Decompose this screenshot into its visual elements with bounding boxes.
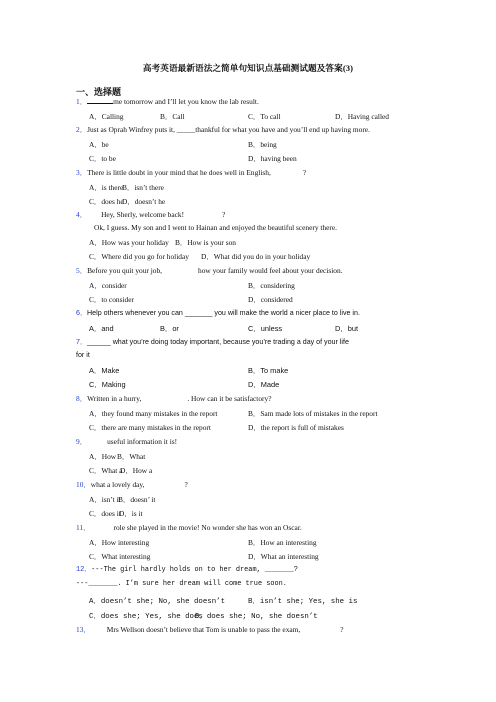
option-c[interactable]: C．unless bbox=[248, 324, 283, 333]
option-d[interactable]: D．but bbox=[335, 324, 359, 333]
options-row bbox=[89, 365, 489, 375]
question-number: 7． bbox=[76, 338, 88, 346]
question-stem: Hey, Sherly, welcome back! bbox=[101, 210, 185, 219]
options-row bbox=[89, 595, 489, 605]
option-b[interactable]: B．To make bbox=[248, 366, 289, 375]
option-c[interactable]: C．What interesting bbox=[89, 552, 151, 561]
options-row bbox=[89, 551, 489, 561]
question-number: 13． bbox=[76, 625, 91, 634]
option-b[interactable]: B．being bbox=[248, 140, 277, 149]
option-d[interactable]: D．doesn’t he bbox=[122, 197, 166, 206]
option-d[interactable]: D．does she; No, she doesn’t bbox=[195, 613, 318, 621]
option-d[interactable]: D．having been bbox=[248, 154, 297, 163]
question-stem: ---The girl hardly holds on to her dream, _______? bbox=[91, 566, 298, 574]
option-d[interactable]: D．What did you do in your holiday bbox=[201, 252, 311, 261]
option-b[interactable]: B．or bbox=[160, 324, 179, 333]
option-a[interactable]: A．How interesting bbox=[89, 538, 150, 547]
options-row bbox=[89, 323, 489, 333]
question-number: 9． bbox=[76, 437, 88, 446]
option-b[interactable]: B．Sam made lots of mistakes in the report bbox=[248, 409, 378, 418]
option-c[interactable]: C．to consider bbox=[89, 295, 134, 304]
options-row bbox=[89, 182, 489, 192]
question-stem: Help others whenever you can _______ you will make the world a nicer place to live in. bbox=[87, 309, 360, 317]
question-13 bbox=[76, 625, 344, 634]
option-c[interactable]: C．there are many mistakes in the report bbox=[89, 423, 211, 432]
option-d[interactable]: D．How a bbox=[120, 466, 153, 475]
option-b[interactable]: B．How an interesting bbox=[248, 538, 317, 547]
option-a[interactable]: A．is there bbox=[89, 183, 124, 192]
options-row bbox=[89, 153, 489, 163]
question-stem: Written in a hurry, bbox=[87, 394, 142, 403]
question-stem: Before you quit your job, bbox=[87, 266, 163, 275]
options-row bbox=[89, 408, 489, 418]
option-d[interactable]: D．the report is full of mistakes bbox=[248, 423, 344, 432]
options-row bbox=[89, 494, 489, 504]
option-b[interactable]: B．How is your son bbox=[175, 238, 236, 247]
options-row bbox=[89, 451, 489, 461]
option-a[interactable]: A．consider bbox=[89, 281, 127, 290]
question-1 bbox=[76, 97, 259, 106]
option-b[interactable]: B．What bbox=[117, 452, 146, 461]
question-number: 8． bbox=[76, 394, 88, 403]
question-4-reply: Ok, I guess. My son and I went to Hainan and enjoyed the beautiful scenery there. bbox=[94, 223, 337, 232]
question-number: 5． bbox=[76, 266, 88, 275]
question-12-reply: ---_______. I’m sure her dream will come true soon. bbox=[76, 580, 287, 588]
option-b[interactable]: B．isn’t there bbox=[122, 183, 164, 192]
option-b[interactable]: B．doesn’ it bbox=[118, 495, 156, 504]
options-row bbox=[89, 139, 489, 149]
option-b[interactable]: B．considering bbox=[248, 281, 295, 290]
question-stem: useful information it is! bbox=[107, 437, 178, 446]
question-number: 4． bbox=[76, 210, 88, 219]
option-a[interactable]: A．Make bbox=[89, 366, 120, 375]
question-end: ? bbox=[302, 168, 307, 177]
option-d[interactable]: D．Having called bbox=[335, 112, 389, 121]
question-stem: Just as Oprah Winfrey puts it, _____thankful for what you have and you’ll end up having more. bbox=[87, 125, 370, 134]
option-a[interactable]: A．isn’t it bbox=[89, 495, 121, 504]
options-row bbox=[89, 251, 489, 261]
options-row bbox=[89, 537, 489, 547]
options-row bbox=[89, 508, 489, 518]
option-d[interactable]: D．considered bbox=[248, 295, 293, 304]
options-row bbox=[89, 465, 489, 475]
question-3 bbox=[76, 168, 306, 177]
question-number: 6． bbox=[76, 309, 88, 317]
option-d[interactable]: D．is it bbox=[119, 509, 143, 518]
option-c[interactable]: C．does it bbox=[89, 509, 121, 518]
question-stem: Mrs Wellson doesn’t believe that Tom is unable to pass the exam, bbox=[106, 625, 301, 634]
option-a[interactable]: A．doesn’t she; No, she doesn’t bbox=[89, 598, 226, 606]
options-row bbox=[89, 237, 489, 247]
question-10 bbox=[76, 480, 188, 489]
option-a[interactable]: A．they found many mistakes in the report bbox=[89, 409, 218, 418]
options-row bbox=[89, 196, 489, 206]
question-end: ? bbox=[184, 480, 188, 489]
question-end: ? bbox=[340, 625, 344, 634]
options-row bbox=[89, 379, 489, 389]
question-6 bbox=[76, 309, 360, 318]
question-4 bbox=[76, 210, 225, 219]
question-9 bbox=[76, 437, 177, 446]
option-d[interactable]: D．Made bbox=[248, 380, 280, 389]
option-b[interactable]: B．Call bbox=[160, 112, 185, 121]
options-row bbox=[89, 280, 489, 290]
question-stem: me tomorrow and I’ll let you know the lab result. bbox=[113, 97, 259, 106]
question-number: 12． bbox=[76, 566, 92, 574]
question-8 bbox=[76, 394, 271, 403]
question-12 bbox=[76, 566, 298, 575]
question-number: 1． bbox=[76, 97, 88, 106]
options-row bbox=[89, 294, 489, 304]
page-title: 高考英语最新语法之简单句知识点基础测试题及答案(3) bbox=[142, 63, 354, 73]
option-c[interactable]: C．To call bbox=[248, 112, 281, 121]
option-b[interactable]: B．isn’t she; Yes, she is bbox=[248, 598, 358, 606]
option-a[interactable]: A．How was your holiday bbox=[89, 238, 169, 247]
option-c[interactable]: C．does he bbox=[89, 197, 124, 206]
question-stem: what a lovely day, bbox=[90, 480, 145, 489]
options-row bbox=[89, 111, 489, 121]
question-number: 3． bbox=[76, 168, 88, 177]
option-c[interactable]: C．Where did you go for holiday bbox=[89, 252, 189, 261]
question-end: ? bbox=[222, 210, 226, 219]
question-stem-cont: how your family would feel about your decision. bbox=[198, 266, 343, 275]
option-a[interactable]: A．Calling bbox=[89, 112, 124, 121]
question-number: 10． bbox=[76, 480, 91, 489]
option-d[interactable]: D．What an interesting bbox=[248, 552, 319, 561]
option-c[interactable]: C．Making bbox=[89, 380, 126, 389]
option-c[interactable]: C．to be bbox=[89, 154, 116, 163]
question-7 bbox=[76, 338, 349, 347]
options-row bbox=[89, 422, 489, 432]
option-a[interactable]: A．How bbox=[89, 452, 117, 461]
question-number: 2． bbox=[76, 125, 88, 134]
question-7-cont: for it bbox=[76, 351, 90, 359]
question-11 bbox=[76, 523, 302, 532]
option-c[interactable]: C．does she; Yes, she does bbox=[89, 613, 203, 621]
question-stem: There is little doubt in your mind that he does well in English, bbox=[87, 168, 271, 177]
question-stem: role she played in the movie! No wonder she has won an Oscar. bbox=[113, 523, 302, 532]
option-a[interactable]: A．and bbox=[89, 324, 114, 333]
option-c[interactable]: C．What a bbox=[89, 466, 123, 475]
section-heading: 一、选择题 bbox=[76, 87, 122, 97]
question-number: 11． bbox=[76, 523, 91, 532]
question-stem: ______ what you’re doing today important, because you’re trading a day of your life bbox=[87, 338, 349, 346]
question-stem-cont: . How can it be satisfactory? bbox=[187, 394, 272, 403]
question-2 bbox=[76, 125, 370, 134]
question-5 bbox=[76, 266, 343, 275]
options-row bbox=[89, 610, 489, 620]
option-a[interactable]: A．be bbox=[89, 140, 109, 149]
